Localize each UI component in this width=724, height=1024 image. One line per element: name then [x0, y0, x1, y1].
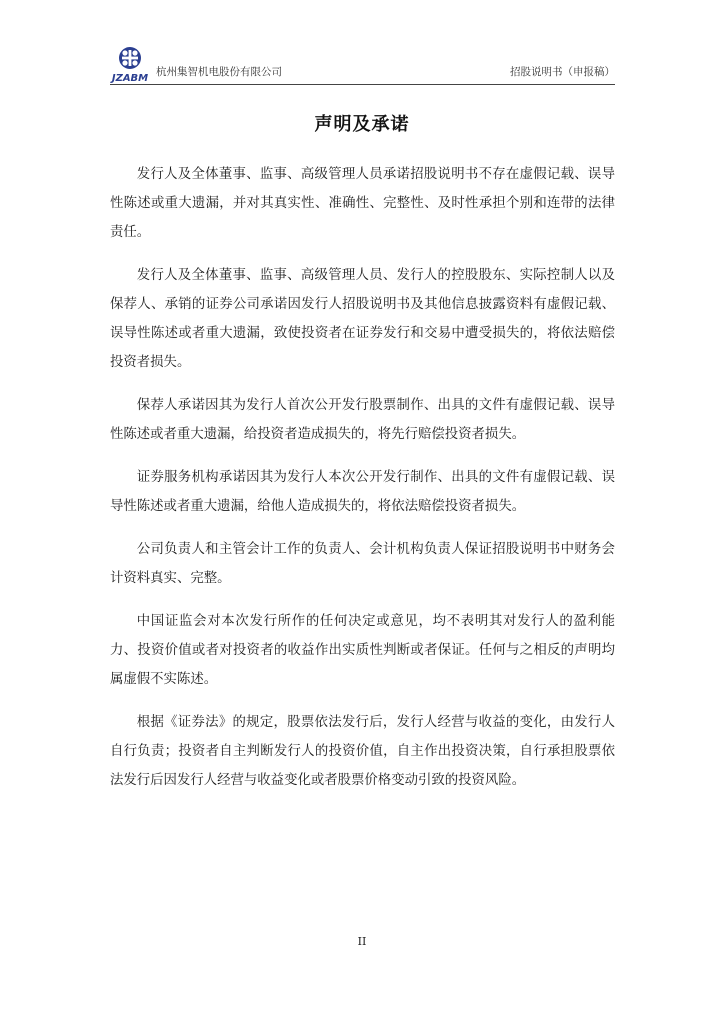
- paragraph-issuer-commitment: 发行人及全体董事、监事、高级管理人员承诺招股说明书不存在虚假记载、误导性陈述或重大遗漏，并对其真实性、准确性、完整性、及时性承担个别和连带的法律责任。: [110, 167, 615, 240]
- paragraph-sponsor-commitment: 保荐人承诺因其为发行人首次公开发行股票制作、出具的文件有虚假记载、误导性陈述或者重大遗漏，给投资者造成损失的，将先行赔偿投资者损失。: [110, 398, 615, 442]
- paragraph-securities-law: 根据《证券法》的规定，股票依法发行后，发行人经营与收益的变化，由发行人自行负责；投资者自主判断发行人的投资价值，自主作出投资决策，自行承担股票依法发行后因发行人经营与收益变化或者股票价格变动引致的投资风险。: [110, 715, 615, 788]
- header-divider: [110, 84, 615, 85]
- page-header: [110, 42, 615, 86]
- declaration-body: [110, 160, 615, 809]
- page-number: II: [357, 935, 367, 948]
- paragraph-compensation-commitment: 发行人及全体董事、监事、高级管理人员、发行人的控股股东、实际控制人以及保荐人、承销的证券公司承诺因发行人招股说明书及其他信息披露资料有虚假记载、误导性陈述或者重大遗漏，致使投资者在证券发行和交易中遭受损失的，将依法赔偿投资者损失。: [110, 268, 615, 370]
- paragraph-service-institution-commitment: 证券服务机构承诺因其为发行人本次公开发行制作、出具的文件有虚假记载、误导性陈述或者重大遗漏，给他人造成损失的，将依法赔偿投资者损失。: [110, 470, 615, 514]
- company-logo: [110, 46, 150, 84]
- paragraph-financial-data-guarantee: 公司负责人和主管会计工作的负责人、会计机构负责人保证招股说明书中财务会计资料真实、完整。: [110, 542, 615, 586]
- document-type: 招股说明书（申报稿）: [510, 66, 615, 78]
- page-title: 声明及承诺: [314, 114, 410, 135]
- paragraph-csrc-statement: 中国证监会对本次发行所作的任何决定或意见，均不表明其对发行人的盈利能力、投资价值或者对投资者的收益作出实质性判断或者保证。任何与之相反的声明均属虚假不实陈述。: [110, 614, 615, 687]
- company-name: 杭州集智机电股份有限公司: [156, 66, 282, 78]
- logo-text: JZABM: [111, 73, 149, 84]
